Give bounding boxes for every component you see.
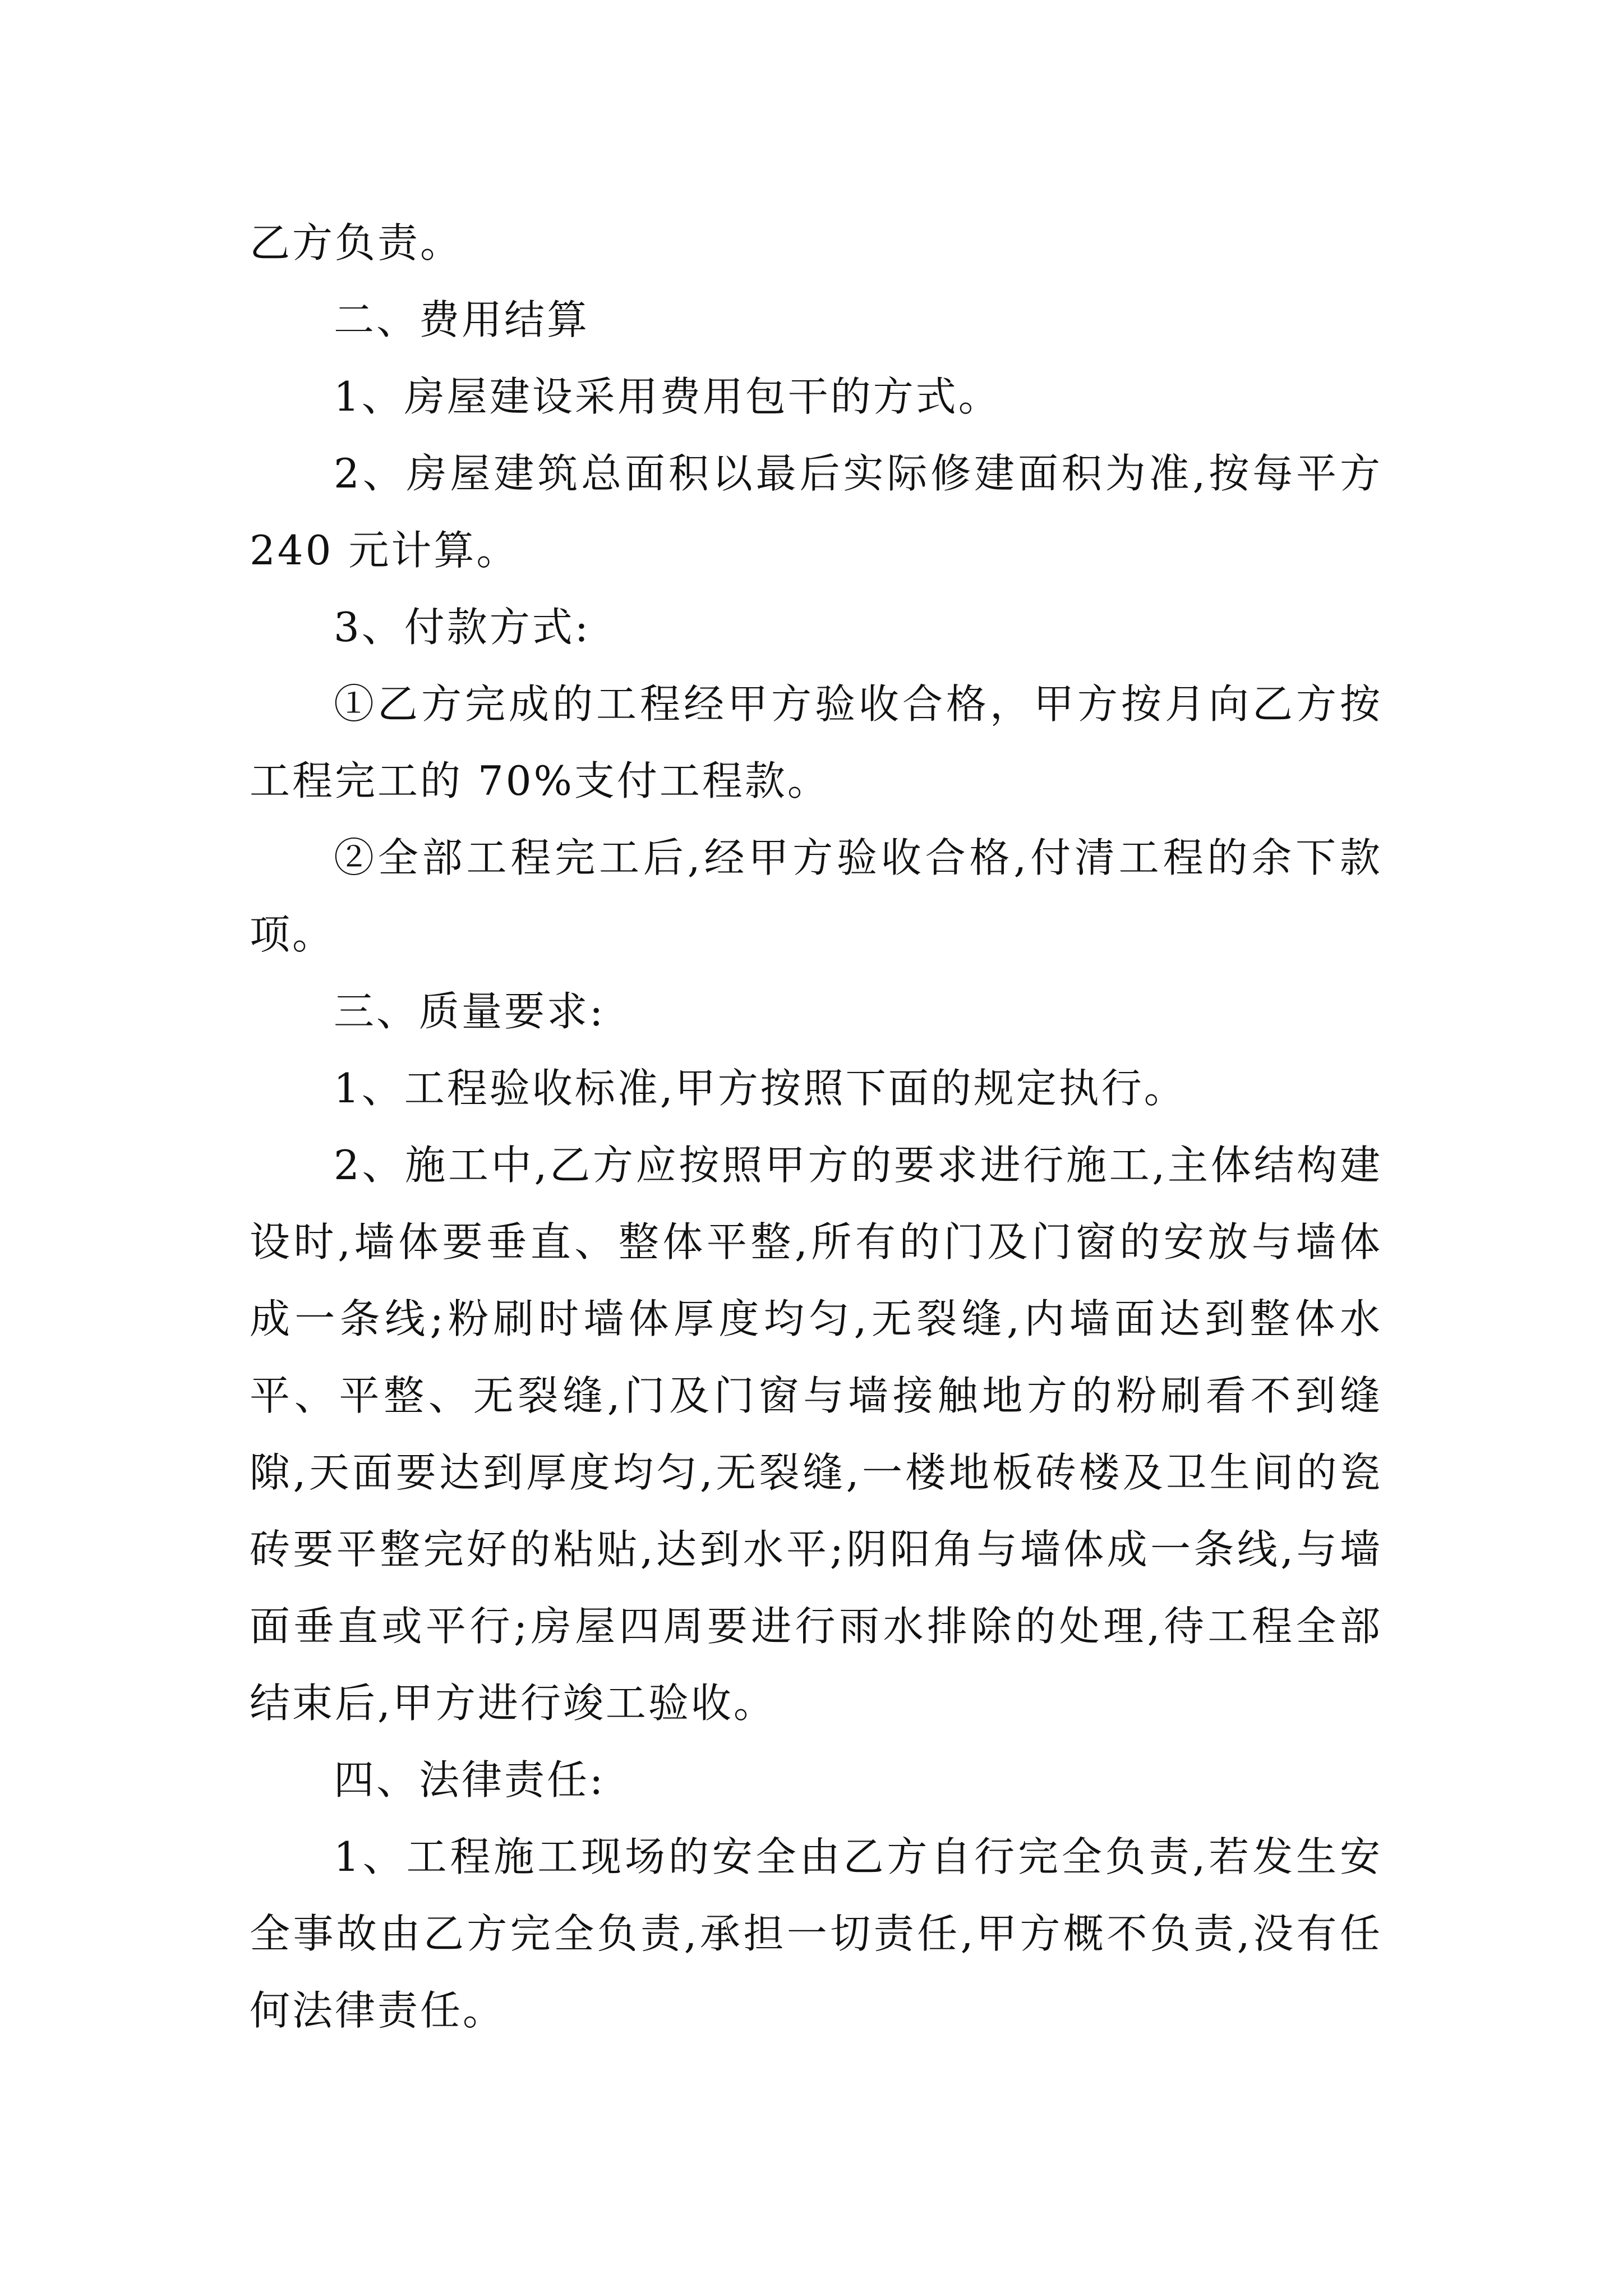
paragraph-payment-final: ②全部工程完工后,经甲方验收合格,付清工程的余下款项。 (250, 834, 1382, 958)
paragraph-fee-lump-sum: 1、房屋建设采用费用包干的方式。 (334, 373, 1001, 420)
document-body (250, 205, 1382, 2049)
paragraph-payment-monthly: ①乙方完成的工程经甲方验收合格，甲方按月向乙方按工程完工的 70%支付工程款。 (250, 680, 1382, 804)
paragraph-continuation: 乙方负责。 (250, 219, 463, 266)
paragraph-quality-standard: 1、工程验收标准,甲方按照下面的规定执行。 (334, 1065, 1187, 1112)
paragraph-quality-construction: 2、施工中,乙方应按照甲方的要求进行施工,主体结构建设时,墙体要垂直、整体平整,所有的门及门窗的安放与墙体成一条线;粉刷时墙体厚度均匀,无裂缝,内墙面达到整体水平、平整、无裂缝,门及门窗与墙接触地方的粉刷看不到缝隙,天面要达到厚度均匀,无裂缝,一楼地板砖楼及卫生间的瓷砖要平整完好的粘贴,达到水平;阴阳角与墙体成一条线,与墙面垂直或平行;房屋四周要进行雨水排除的处理,待工程全部结束后,甲方进行竣工验收。 (250, 1142, 1382, 1727)
paragraph-fee-area-rate: 2、房屋建筑总面积以最后实际修建面积为准,按每平方240 元计算。 (250, 450, 1382, 574)
section-heading-legal: 四、法律责任: (334, 1756, 606, 1803)
paragraph-payment-method: 3、付款方式: (334, 604, 591, 651)
section-heading-quality: 三、质量要求: (334, 988, 606, 1035)
section-heading-fee-settlement: 二、费用结算 (334, 296, 590, 343)
paragraph-legal-safety: 1、工程施工现场的安全由乙方自行完全负责,若发生安全事故由乙方完全负责,承担一切责任,甲方概不负责,没有任何法律责任。 (250, 1833, 1382, 2034)
